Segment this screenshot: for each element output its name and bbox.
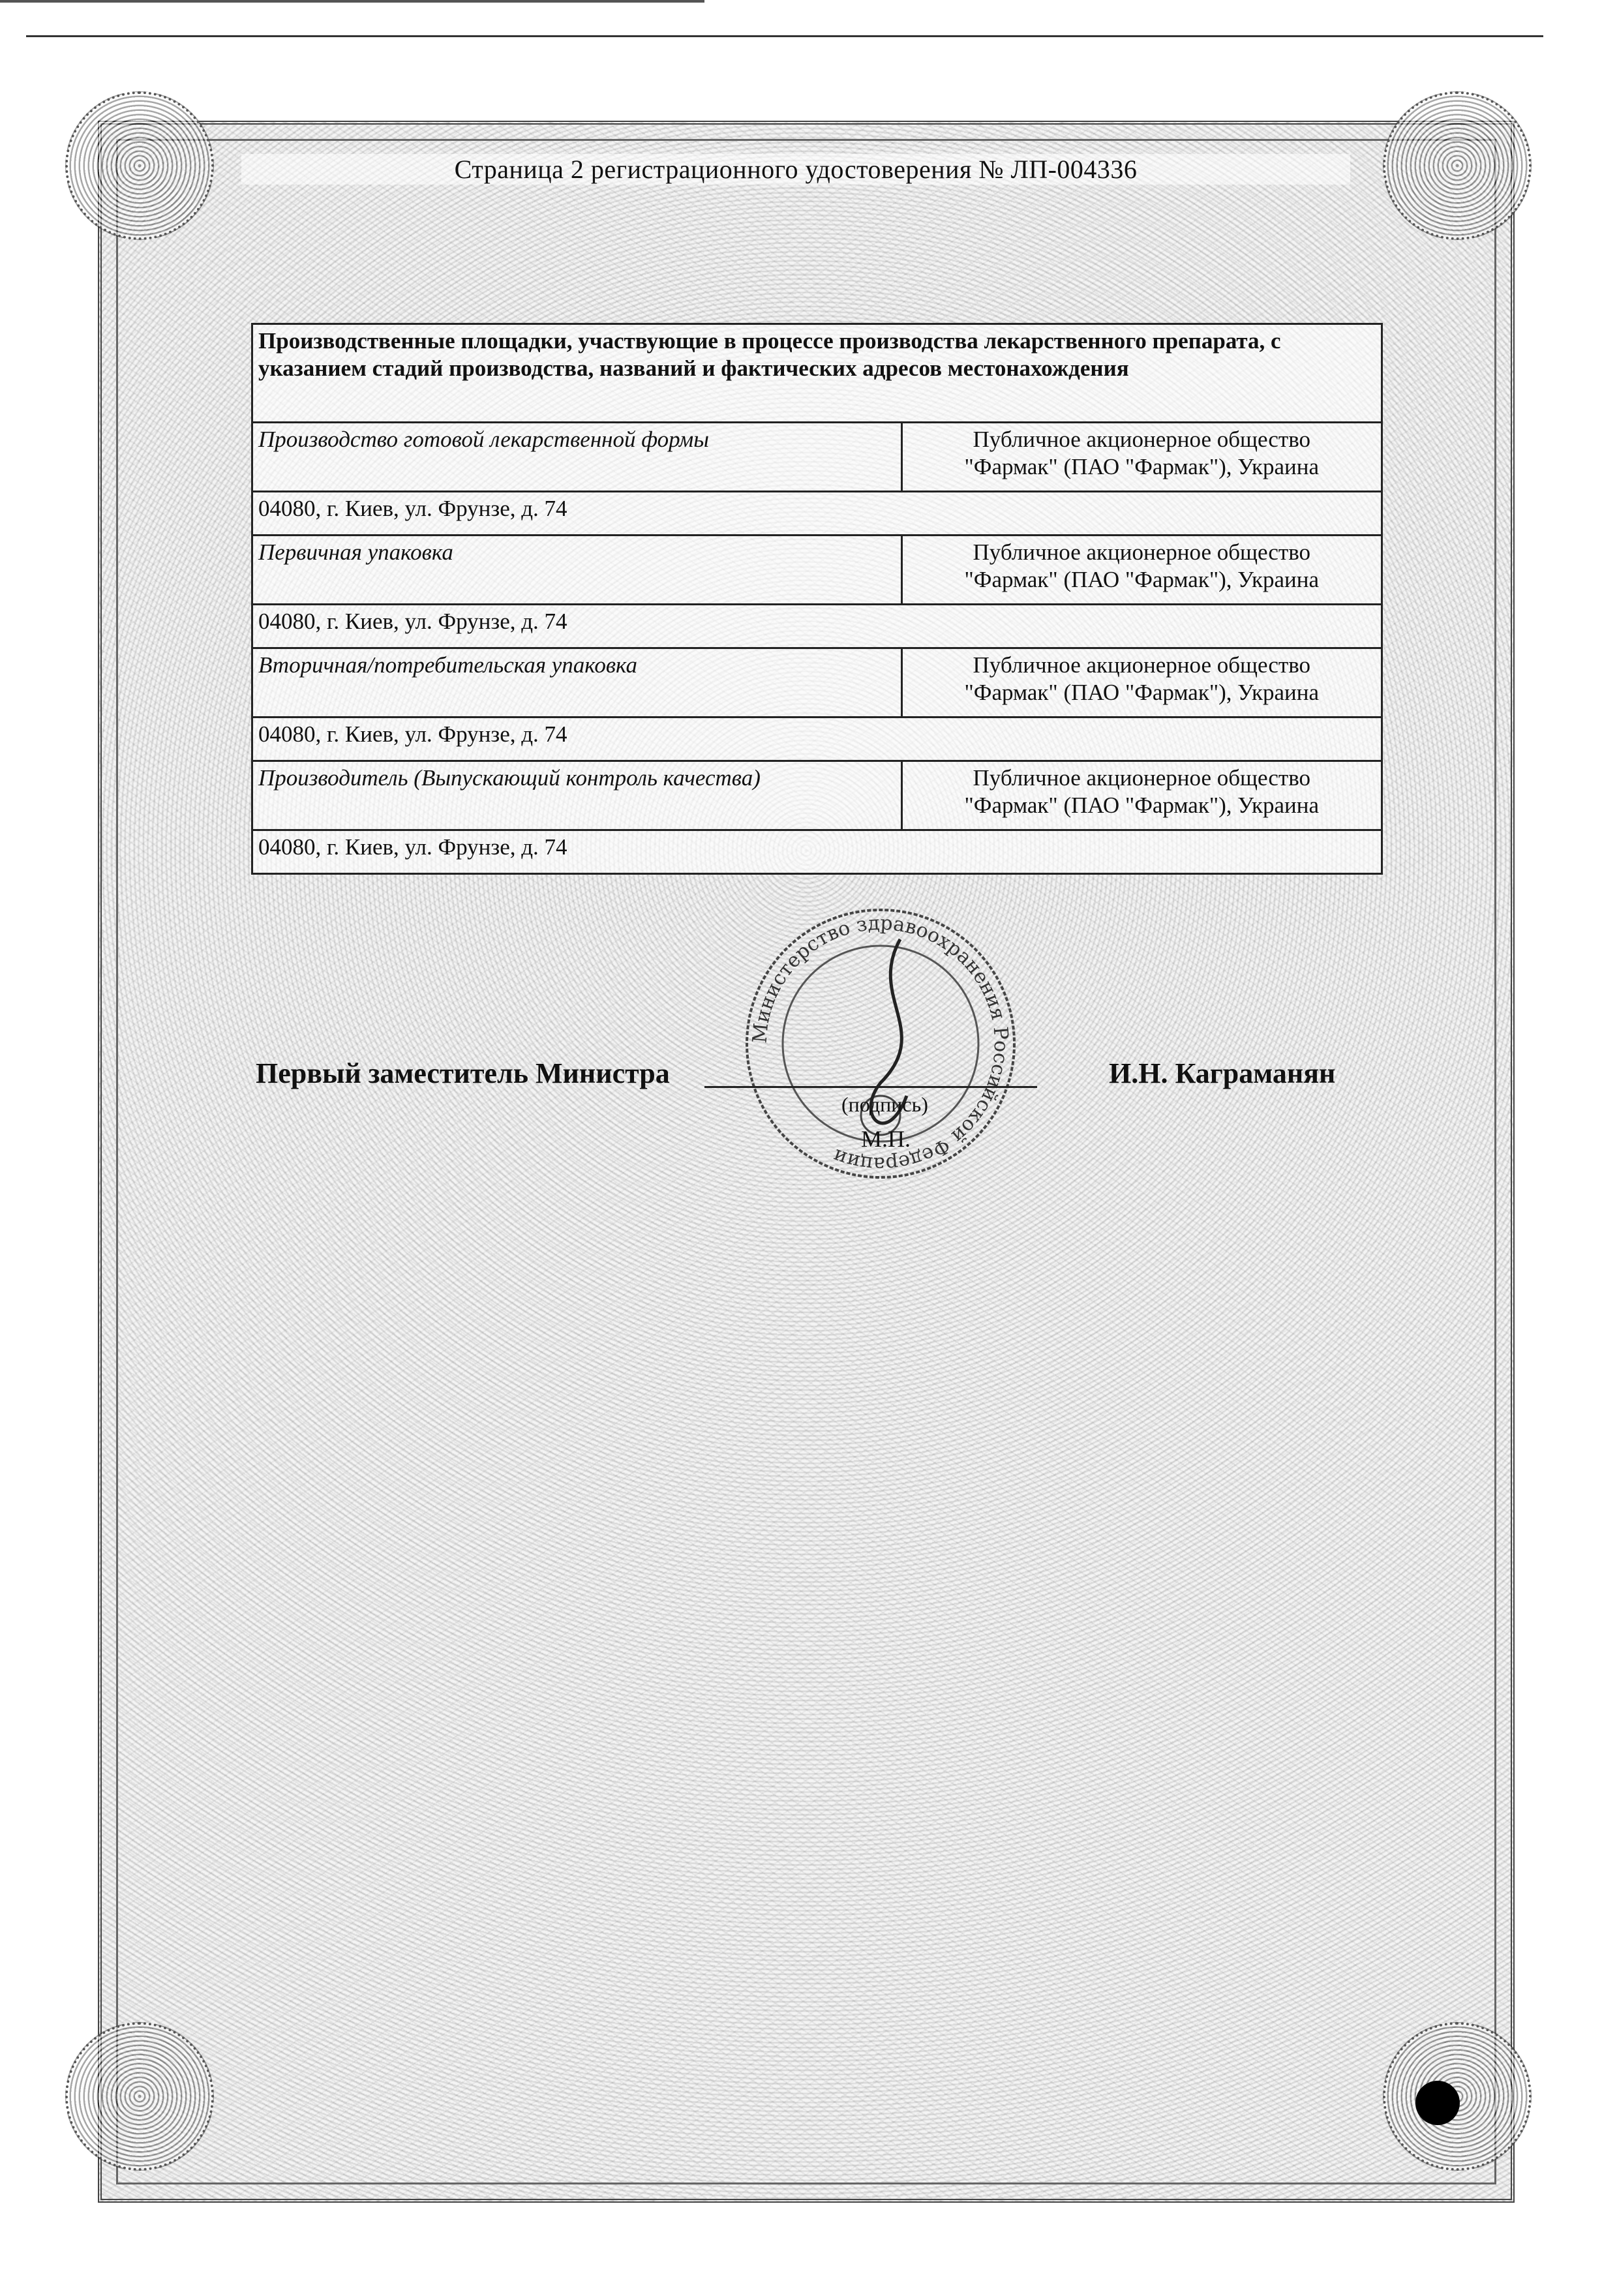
organization-line: Публичное акционерное общество <box>973 652 1311 678</box>
top-divider <box>26 35 1543 37</box>
corner-rosette-top-left <box>65 91 214 240</box>
signature-line <box>704 1086 1037 1088</box>
signatory-name: И.Н. Каграманян <box>1109 1057 1336 1089</box>
table-row <box>252 492 1382 536</box>
table-row <box>252 718 1382 761</box>
signature-caption: (подпись) <box>841 1093 928 1116</box>
table-row <box>252 536 1382 605</box>
organization-line: Публичное акционерное общество <box>973 427 1311 452</box>
stage-cell: Производитель (Выпускающий контроль качества) <box>252 761 902 830</box>
table-heading: Производственные площадки, участвующие в процессе производства лекарственного препарата, с указанием стадий производства, названий и фактических адресов местонахождения <box>252 324 1382 423</box>
address-cell: 04080, г. Киев, ул. Фрунзе, д. 74 <box>252 718 1382 761</box>
table-row <box>252 761 1382 830</box>
address-cell: 04080, г. Киев, ул. Фрунзе, д. 74 <box>252 492 1382 536</box>
table-heading-row <box>252 324 1382 423</box>
punch-hole-mark <box>1415 2081 1460 2125</box>
address-cell: 04080, г. Киев, ул. Фрунзе, д. 74 <box>252 605 1382 648</box>
stage-cell: Производство готовой лекарственной формы <box>252 423 902 492</box>
organization-line: "Фармак" (ПАО "Фармак"), Украина <box>964 454 1320 479</box>
table-row <box>252 830 1382 874</box>
stage-cell: Вторичная/потребительская упаковка <box>252 648 902 718</box>
table-row <box>252 648 1382 718</box>
corner-rosette-bottom-left <box>65 2022 214 2171</box>
organization-line: Публичное акционерное общество <box>973 539 1311 565</box>
stage-cell: Первичная упаковка <box>252 536 902 605</box>
organization-cell <box>901 761 1382 830</box>
organization-cell <box>901 423 1382 492</box>
seal-text-path: Министерство здравоохранения Российской Федерации <box>748 911 1013 1176</box>
table-row <box>252 605 1382 648</box>
stamp-place-mark: М.П. <box>861 1126 911 1152</box>
organization-line: "Фармак" (ПАО "Фармак"), Украина <box>964 793 1320 818</box>
organization-line: Публичное акционерное общество <box>973 765 1311 791</box>
production-sites-table <box>251 323 1383 875</box>
page-header: Страница 2 регистрационного удостоверения № ЛП-004336 <box>241 154 1350 185</box>
table-row <box>252 423 1382 492</box>
organization-cell <box>901 536 1382 605</box>
organization-line: "Фармак" (ПАО "Фармак"), Украина <box>964 680 1320 705</box>
signatory-position: Первый заместитель Министра <box>256 1057 670 1089</box>
corner-rosette-top-right <box>1383 91 1532 240</box>
organization-cell <box>901 648 1382 718</box>
address-cell: 04080, г. Киев, ул. Фрунзе, д. 74 <box>252 830 1382 874</box>
scan-edge-line <box>0 0 704 3</box>
organization-line: "Фармак" (ПАО "Фармак"), Украина <box>964 567 1320 592</box>
